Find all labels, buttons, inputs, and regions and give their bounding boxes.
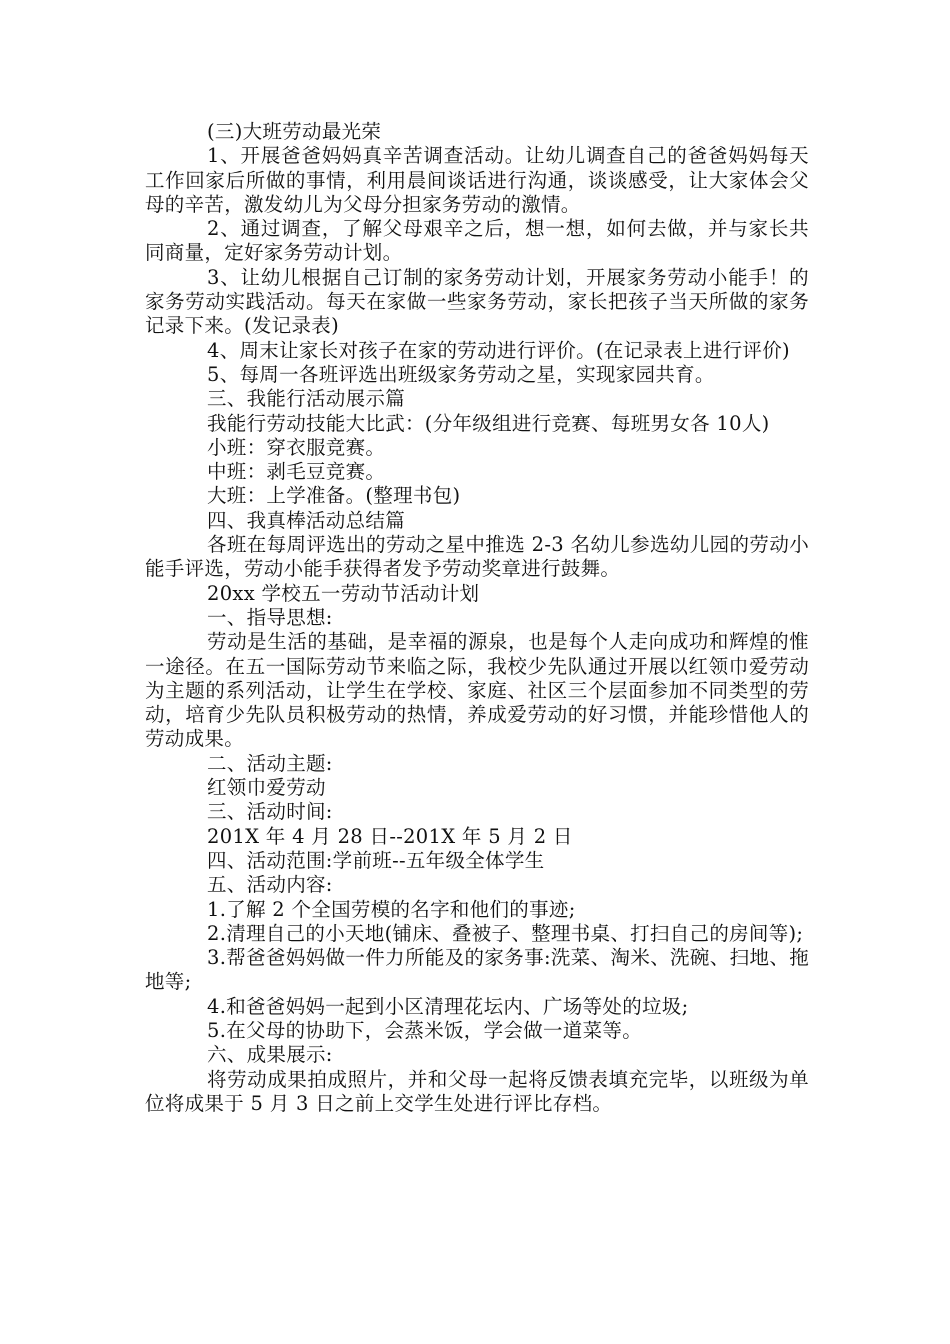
paragraph-small-class: 小班：穿衣服竞赛。 bbox=[207, 435, 386, 459]
content-item-5: 5.在父母的协助下，会蒸米饭，学会做一道菜等。 bbox=[207, 1018, 643, 1042]
paragraph-item-1: 1、开展爸爸妈妈真辛苦调查活动。让幼儿调查自己的爸爸妈妈每天工作回家后所做的事情，利用晨间谈话进行沟通，谈谈感受，让大家体会父母的辛苦，激发幼儿为父母分担家务劳动的激情。 bbox=[145, 144, 809, 216]
content-item-2: 2.清理自己的小天地(铺床、叠被子、整理书桌、打扫自己的房间等); bbox=[207, 921, 804, 945]
paragraph-item-2: 2、通过调查，了解父母艰辛之后，想一想，如何去做，并与家长共同商量，定好家务劳动计划。 bbox=[145, 217, 809, 265]
paragraph-item-4: 4、周末让家长对孩子在家的劳动进行评价。(在记录表上进行评价) bbox=[207, 338, 790, 362]
paragraph-results: 将劳动成果拍成照片，并和父母一起将反馈表填充完毕，以班级为单位将成果于 5 月 3 日之前上交学生处进行评比存档。 bbox=[145, 1067, 809, 1115]
content-item-1: 1.了解 2 个全国劳模的名字和他们的事迹; bbox=[207, 897, 576, 921]
section-heading-showcase: 三、我能行活动展示篇 bbox=[207, 387, 406, 411]
heading-results: 六、成果展示: bbox=[207, 1043, 333, 1067]
paragraph-big-class: 大班：上学准备。(整理书包) bbox=[207, 484, 461, 508]
document-subtitle: 20xx 学校五一劳动节活动计划 bbox=[207, 581, 480, 605]
paragraph-item-5: 5、每周一各班评选出班级家务劳动之星，实现家园共育。 bbox=[207, 362, 715, 386]
paragraph-item-3: 3、让幼儿根据自己订制的家务劳动计划，开展家务劳动小能手！的家务劳动实践活动。每天在家做一些家务劳动，家长把孩子当天所做的家务记录下来。(发记录表) bbox=[145, 265, 809, 338]
paragraph-theme: 红领巾爱劳动 bbox=[207, 776, 326, 800]
paragraph-selection: 各班在每周评选出的劳动之星中推选 2-3 名幼儿参选幼儿园的劳动小能手评选，劳动小能手获得者发予劳动奖章进行鼓舞。 bbox=[145, 533, 809, 581]
heading-time: 三、活动时间: bbox=[207, 800, 333, 824]
heading-scope: 四、活动范围:学前班--五年级全体学生 bbox=[207, 848, 545, 872]
document-body bbox=[145, 120, 809, 1116]
content-item-4: 4.和爸爸妈妈一起到小区清理花坛内、广场等处的垃圾; bbox=[207, 994, 689, 1018]
content-item-3: 3.帮爸爸妈妈做一件力所能及的家务事:洗菜、淘米、洗碗、扫地、拖地等; bbox=[145, 946, 809, 994]
section-heading-class-labor: (三)大班劳动最光荣 bbox=[207, 120, 382, 143]
paragraph-time: 201X 年 4 月 28 日--201X 年 5 月 2 日 bbox=[207, 824, 573, 848]
heading-guiding-idea: 一、指导思想: bbox=[207, 605, 333, 629]
heading-theme: 二、活动主题: bbox=[207, 751, 333, 775]
paragraph-competition: 我能行劳动技能大比武：(分年级组进行竞赛、每班男女各 10人) bbox=[207, 411, 770, 435]
section-heading-summary: 四、我真棒活动总结篇 bbox=[207, 508, 406, 532]
paragraph-middle-class: 中班：剥毛豆竞赛。 bbox=[207, 460, 386, 484]
heading-content: 五、活动内容: bbox=[207, 873, 333, 897]
paragraph-guiding-idea: 劳动是生活的基础，是幸福的源泉，也是每个人走向成功和辉煌的惟一途径。在五一国际劳动节来临之际，我校少先队通过开展以红领巾爱劳动为主题的系列活动，让学生在学校、家庭、社区三个层面参加不同类型的劳动，培育少先队员积极劳动的热情，养成爱劳动的好习惯，并能珍惜他人的劳动成果。 bbox=[145, 630, 809, 751]
